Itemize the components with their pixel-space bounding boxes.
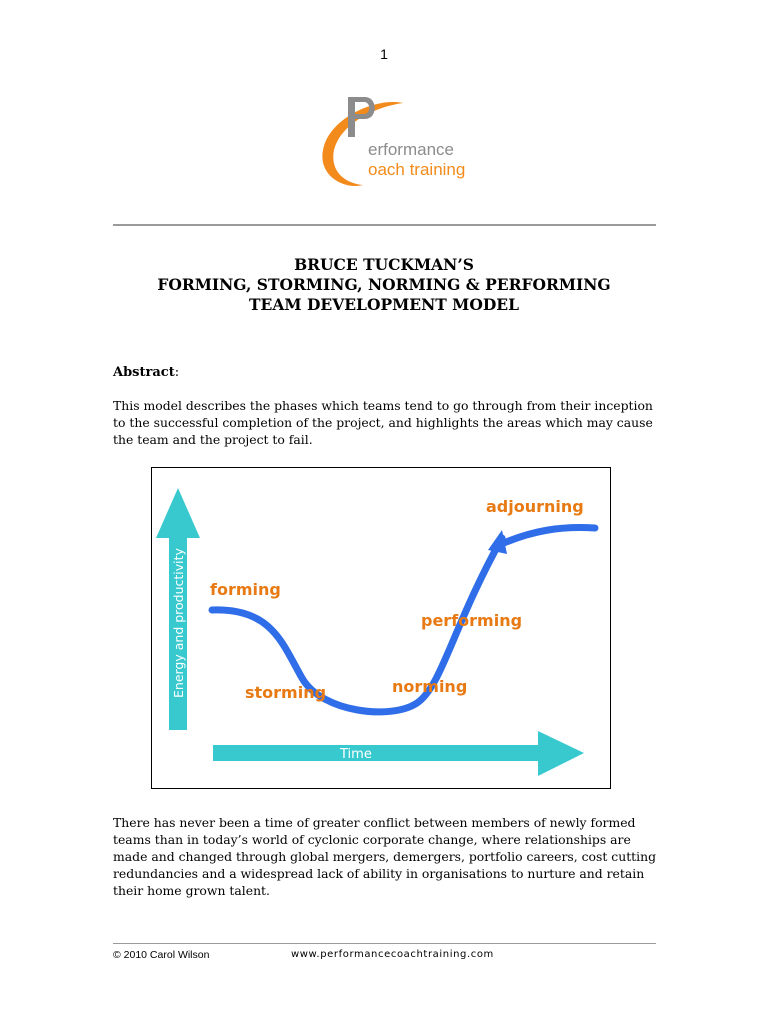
abstract-heading <box>113 365 179 380</box>
document-title <box>0 255 768 315</box>
title-line-3: TEAM DEVELOPMENT MODEL <box>249 295 519 314</box>
curve-arrowhead <box>488 530 507 554</box>
x-axis-label: Time <box>340 747 372 762</box>
header-divider <box>113 224 656 226</box>
title-line-1: BRUCE TUCKMAN’S <box>294 255 474 274</box>
tuckman-model-figure <box>151 467 611 789</box>
stage-label-forming: forming <box>210 580 281 599</box>
x-axis-arrow <box>213 731 584 776</box>
y-axis-label: Energy and productivity <box>171 548 186 698</box>
abstract-paragraph: This model describes the phases which teams tend to go through from their inception to the successful completion of the project, and highlights the areas which may cause the team and the project to fail. <box>113 398 653 447</box>
title-line-2: FORMING, STORMING, NORMING & PERFORMING <box>157 275 611 294</box>
footer-divider <box>113 943 656 944</box>
performance-coach-training-logo <box>318 95 468 195</box>
footer-website[interactable]: www.performancecoachtraining.com <box>291 949 494 960</box>
stage-label-storming: storming <box>245 683 327 702</box>
logo-line1: erformance <box>368 140 454 159</box>
abstract-colon: : <box>174 365 180 380</box>
abstract-label: Abstract <box>113 365 175 380</box>
page-number: 1 <box>380 46 388 62</box>
development-curve-tail <box>497 528 595 546</box>
stage-label-adjourning: adjourning <box>486 497 584 516</box>
logo-line2: oach training <box>368 160 466 179</box>
footer-copyright: © 2010 Carol Wilson <box>113 949 210 961</box>
stage-label-performing: performing <box>421 611 523 630</box>
body-paragraph: There has never been a time of greater conflict between members of newly formed teams than in today’s world of cyclonic corporate change, where relationships are made and changed through global mergers, demergers, portfolio careers, cost cutting redundancies and a widespread lack of ability in organisations to nurture and retain their home grown talent. <box>113 815 657 898</box>
stage-label-norming: norming <box>392 677 468 696</box>
